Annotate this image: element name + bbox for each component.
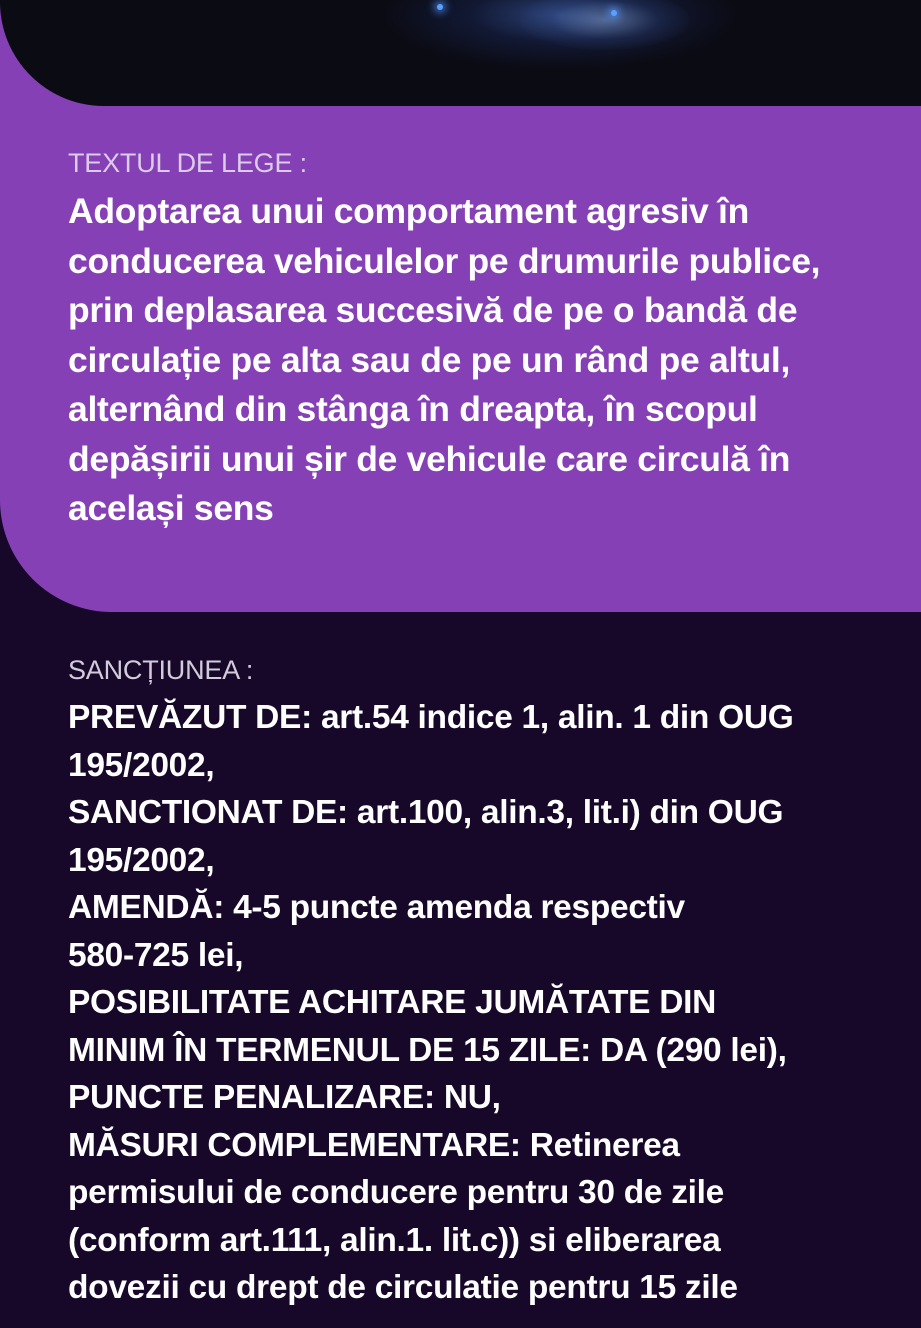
hero-image	[0, 0, 921, 106]
headlight-icon	[437, 4, 443, 10]
lege-section	[68, 148, 918, 534]
sanctiune-line: dovezii cu drept de circulatie pentru 15 zile	[68, 1269, 738, 1306]
sanctiune-line: PUNCTE PENALIZARE: NU,	[68, 1079, 501, 1116]
lege-line: depășirii unui șir de vehicule care circulă în	[68, 438, 791, 479]
lege-line: prin deplasarea succesivă de pe o bandă de	[68, 290, 798, 330]
lege-line: conducerea vehiculelor pe drumurile publice,	[68, 240, 821, 281]
headlight-icon	[611, 10, 617, 16]
lege-line: circulație pe alta sau de pe un rând pe altul,	[68, 339, 791, 380]
sanctiune-line: permisului de conducere pentru 30 de zile	[68, 1174, 725, 1211]
sanctiune-line: MĂSURI COMPLEMENTARE: Retinerea	[68, 1126, 680, 1164]
sanctiune-line: MINIM ÎN TERMENUL DE 15 ZILE: DA (290 lei),	[68, 1031, 787, 1069]
sanctiune-line: 195/2002,	[68, 841, 215, 879]
sanctiune-line: AMENDĂ: 4-5 puncte amenda respectiv	[68, 889, 685, 926]
sanctiune-section	[68, 655, 908, 1312]
sanctiune-line: (conform art.111, alin.1. lit.c)) si eliberarea	[68, 1221, 721, 1259]
lege-line: același sens	[68, 488, 274, 528]
sanctiune-line: PREVĂZUT DE: art.54 indice 1, alin. 1 din OUG	[68, 699, 794, 736]
lege-line: Adoptarea unui comportament agresiv în	[68, 191, 749, 231]
sanctiune-line: SANCTIONAT DE: art.100, alin.3, lit.i) din OUG	[68, 794, 784, 831]
lege-line: alternând din stânga în dreapta, în scopul	[68, 389, 758, 429]
lege-text	[68, 187, 918, 534]
sanctiune-line: POSIBILITATE ACHITARE JUMĂTATE DIN	[68, 984, 716, 1021]
sanctiune-line: 195/2002,	[68, 746, 215, 784]
sanctiune-label: SANCȚIUNEA :	[68, 655, 254, 685]
lege-label: TEXTUL DE LEGE :	[68, 148, 307, 178]
sanctiune-line: 580-725 lei,	[68, 936, 244, 974]
sanctiune-text	[68, 694, 908, 1312]
